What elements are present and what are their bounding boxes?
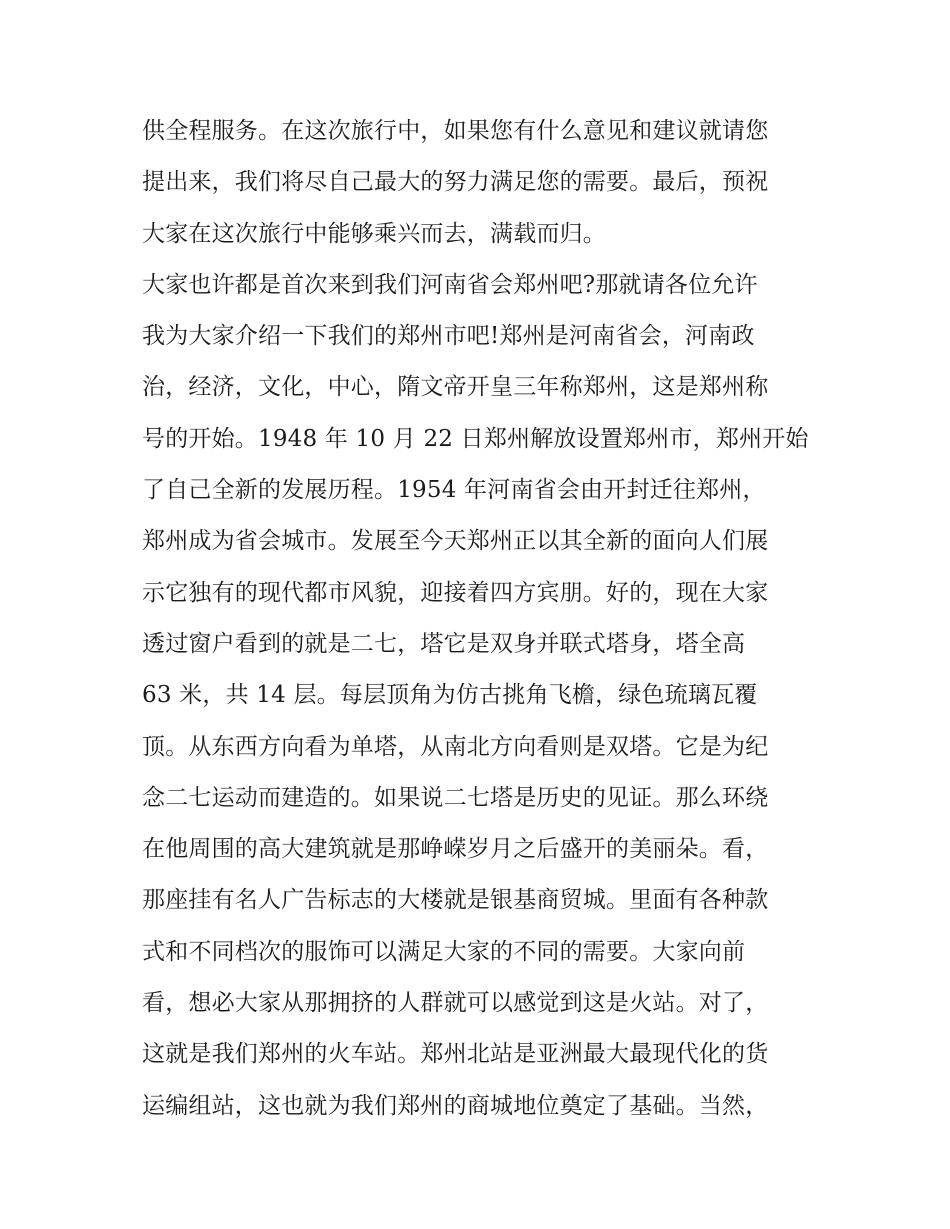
text-line: 治，经济，文化，中心，隋文帝开皇三年称郑州，这是郑州称 xyxy=(142,374,769,401)
text-line: 我为大家介绍一下我们的郑州市吧!郑州是河南省会，河南政 xyxy=(142,323,755,350)
text-line: 运编组站，这也就为我们郑州的商城地位奠定了基础。当然， xyxy=(142,1092,769,1119)
text-line: 念二七运动而建造的。如果说二七塔是历史的见证。那么环绕 xyxy=(142,784,769,811)
text-line: 63 米，共 14 层。每层顶角为仿古挑角飞檐，绿色琉璃瓦覆 xyxy=(142,682,758,709)
text-line: 式和不同档次的服饰可以满足大家的不同的需要。大家向前 xyxy=(142,938,746,965)
paragraph-start-line: 大家也许都是首次来到我们河南省会郑州吧?那就请各位允许 xyxy=(142,271,758,298)
text-line: 看，想必大家从那拥挤的人群就可以感觉到这是火站。对了， xyxy=(142,990,769,1017)
text-line: 郑州成为省会城市。发展至今天郑州正以其全新的面向人们展 xyxy=(142,528,769,555)
text-line: 在他周围的高大建筑就是那峥嵘岁月之后盛开的美丽朵。看， xyxy=(142,836,769,863)
text-line: 了自己全新的发展历程。1954 年河南省会由开封迁往郑州， xyxy=(142,477,766,504)
text-line: 那座挂有名人广告标志的大楼就是银基商贸城。里面有各种款 xyxy=(142,887,769,914)
text-line: 号的开始。1948 年 10 月 22 日郑州解放设置郑州市，郑州开始 xyxy=(142,425,809,452)
text-line: 这就是我们郑州的火车站。郑州北站是亚洲最大最现代化的货 xyxy=(142,1041,769,1068)
text-line: 供全程服务。在这次旅行中，如果您有什么意见和建议就请您 xyxy=(142,118,769,144)
text-line: 示它独有的现代都市风貌，迎接着四方宾朋。好的，现在大家 xyxy=(142,579,769,606)
text-line: 提出来，我们将尽自己最大的努力满足您的需要。最后，预祝 xyxy=(142,169,769,196)
text-line: 顶。从东西方向看为单塔，从南北方向看则是双塔。它是为纪 xyxy=(142,733,769,760)
text-line: 透过窗户看到的就是二七，塔它是双身并联式塔身，塔全高 xyxy=(142,630,746,657)
text-line: 大家在这次旅行中能够乘兴而去，满载而归。 xyxy=(142,220,606,247)
body-text xyxy=(142,106,822,1132)
